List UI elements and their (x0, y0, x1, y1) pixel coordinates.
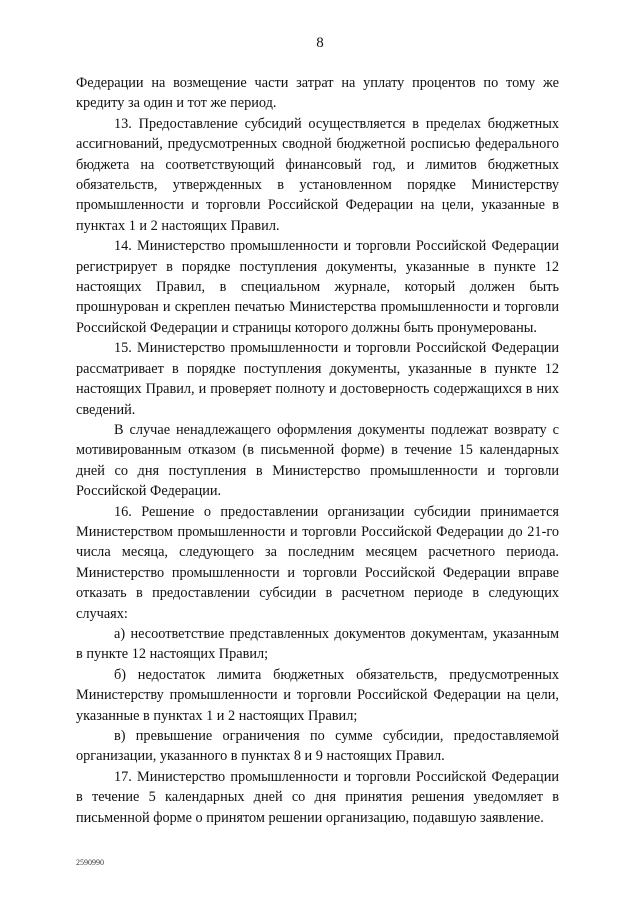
document-code: 2590990 (76, 858, 104, 867)
document-body (76, 73, 559, 828)
paragraph-continuation: Федерации на возмещение части затрат на уплату процентов по тому же кредиту за один и тот же период. (76, 75, 559, 112)
paragraph-16: 16. Решение о предоставлении организации субсидии принимается Министерством промышленности и торговли Российской Федерации до 21-го числа месяца, следующего за последним месяцем расчетного периода. Министерство промышленности и торговли Российской Федерации вправе отказать в предоставлении субсидии в расчетном периоде в следующих случаях: (76, 503, 559, 622)
paragraph-13: 13. Предоставление субсидий осуществляется в пределах бюджетных ассигнований, предусмотренных сводной бюджетной росписью федерального бюджета на соответствующий финансовый год, и лимитов бюджетных обязательств, утвержденных в установленном порядке Министерству промышленности и торговли Российской Федерации на цели, указанные в пунктах 1 и 2 настоящих Правил. (76, 115, 559, 234)
paragraph-17: 17. Министерство промышленности и торговли Российской Федерации в течение 5 календарных дней со дня принятия решения уведомляет в письменной форме о принятом решении организацию, подавшую заявление. (76, 768, 559, 826)
paragraph-16-b: б) недостаток лимита бюджетных обязательств, предусмотренных Министерству промышленности и торговли Российской Федерации на цели, указанные в пунктах 1 и 2 настоящих Правил; (76, 666, 559, 724)
paragraph-14: 14. Министерство промышленности и торговли Российской Федерации регистрирует в порядке поступления документы, указанные в пункте 12 настоящих Правил, в специальном журнале, который должен быть прошнурован и скреплен печатью Министерства промышленности и торговли Российской Федерации и страницы которого должны быть пронумерованы. (76, 238, 559, 336)
paragraph-15: 15. Министерство промышленности и торговли Российской Федерации рассматривает в порядке поступления документы, указанные в пункте 12 настоящих Правил, и проверяет полноту и достоверность содержащихся в них сведений. (76, 340, 559, 418)
paragraph-16-c: в) превышение ограничения по сумме субсидии, предоставляемой организации, указанного в пунктах 8 и 9 настоящих Правил. (76, 728, 559, 765)
paragraph-16-a: а) несоответствие представленных документов документам, указанным в пункте 12 настоящих Правил; (76, 625, 559, 663)
page-number: 8 (316, 35, 324, 51)
paragraph-15-return: В случае ненадлежащего оформления документы подлежат возврату с мотивированным отказом (в письменной форме) в течение 15 календарных дней со дня поступления в Министерство промышленности и торговли Российской Федерации. (76, 421, 559, 500)
